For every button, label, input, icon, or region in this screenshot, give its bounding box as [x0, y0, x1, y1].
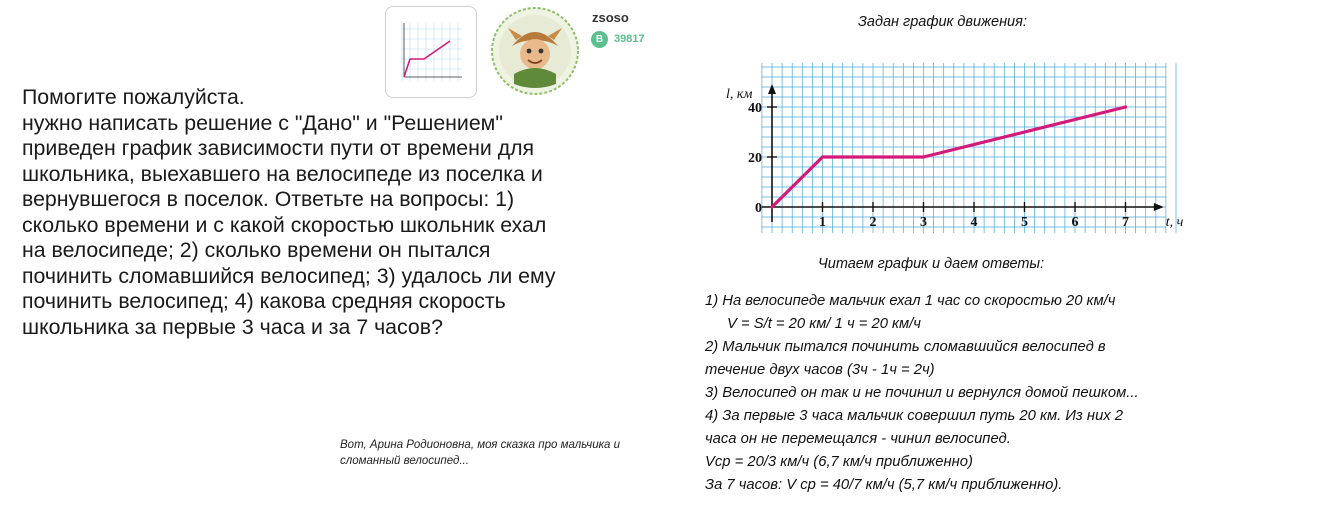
- question-text: [22, 85, 642, 340]
- y-axis-arrow: [768, 84, 776, 94]
- author-name[interactable]: zsoso: [592, 10, 629, 25]
- x-tick-label: 7: [1122, 215, 1129, 230]
- question-line: на велосипеде; 2) сколько времени он пытался: [22, 238, 491, 262]
- series-point: [1124, 105, 1127, 108]
- question-line: школьника за первые 3 часа и за 7 часов?: [22, 314, 443, 339]
- y-tick-label: 0: [755, 201, 762, 216]
- x-tick-label: 4: [970, 215, 978, 230]
- series-point: [922, 155, 925, 158]
- x-axis-arrow: [1154, 203, 1164, 211]
- note-line: сломанный велосипед...: [340, 455, 469, 467]
- answer-line: 2) Мальчик пытался починить сломавшийся велосипед в: [705, 339, 1106, 355]
- answer-line: V = S/t = 20 км/ 1 ч = 20 км/ч: [727, 316, 921, 332]
- x-tick-label: 5: [1021, 215, 1028, 230]
- author-points: 39817: [614, 33, 645, 45]
- question-line: приведен график зависимости пути от времени для: [22, 136, 535, 160]
- avatar[interactable]: [490, 6, 580, 96]
- x-axis-label: t, ч: [1165, 215, 1184, 230]
- answer-line: За 7 часов: V ср = 40/7 км/ч (5,7 км/ч приближенно).: [705, 477, 1063, 493]
- question-line: Помогите пожалуйста.: [22, 85, 245, 109]
- question-line: сколько времени и с какой скоростью школьник ехал: [22, 212, 547, 237]
- answer-note: [340, 437, 680, 469]
- question-line: нужно написать решение с "Дано" и "Решением": [22, 110, 503, 135]
- answer-line: 3) Велосипед он так и не починил и вернулся домой пешком...: [705, 385, 1139, 401]
- answer-text: [705, 290, 1325, 497]
- answer-line: 4) За первые 3 часа мальчик совершил путь 20 км. Из них 2: [705, 408, 1124, 424]
- answer-line: часа он не перемещался - чинил велосипед.: [705, 431, 1011, 447]
- answer-line: течение двух часов (3ч - 1ч = 2ч): [705, 362, 935, 378]
- rank-badge: B: [591, 31, 608, 48]
- y-axis-label: l, км: [726, 87, 753, 102]
- graph-title: Задан график движения:: [858, 14, 1027, 30]
- x-tick-label: 6: [1071, 215, 1079, 230]
- y-tick-label: 40: [748, 101, 762, 116]
- user-avatar-icon: [490, 6, 580, 96]
- question-line: вернувшегося в поселок. Ответьте на вопросы: 1): [22, 187, 515, 211]
- question-line: починить велосипед; 4) какова средняя скорость: [22, 289, 506, 313]
- x-tick-label: 2: [869, 215, 877, 230]
- answer-line: Vср = 20/3 км/ч (6,7 км/ч приближенно): [705, 454, 973, 470]
- note-line: Вот, Арина Родионовна, моя сказка про мальчика и: [340, 439, 621, 451]
- question-line: починить сломавшийся велосипед; 3) удалось ли ему: [22, 263, 556, 288]
- question-line: школьника, выехавшего на велосипеде из поселка и: [22, 161, 543, 186]
- series-point: [821, 155, 824, 158]
- x-tick-label: 1: [819, 215, 826, 230]
- graph-thumbnail-icon: [394, 15, 468, 89]
- motion-graph: [712, 55, 1212, 245]
- series-point: [770, 205, 773, 208]
- answer-line: 1) На велосипеде мальчик ехал 1 час со скоростью 20 км/ч: [705, 293, 1116, 309]
- x-tick-label: 3: [920, 215, 927, 230]
- y-tick-label: 20: [748, 151, 762, 166]
- read-title: Читаем график и даем ответы:: [818, 256, 1045, 272]
